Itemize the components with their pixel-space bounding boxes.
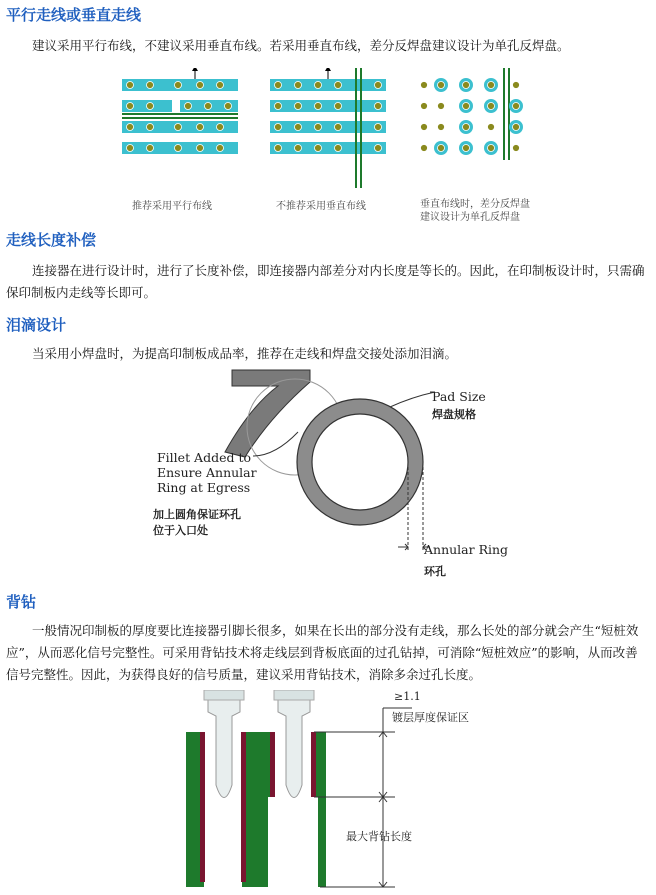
panel-parallel	[122, 68, 238, 154]
panel-vertical	[270, 68, 386, 188]
caption-parallel: 推荐采用平行布线	[132, 201, 212, 212]
heading-parallel-routing: 平行走线或垂直走线	[6, 6, 142, 24]
label-ge: ≥1.1	[394, 690, 421, 703]
label-pad-size-cn: 焊盘规格	[432, 408, 476, 421]
label-max-backdrill: 最大背钻长度	[346, 830, 412, 843]
panel-single-antipad	[421, 68, 524, 160]
paragraph-teardrop: 当采用小焊盘时，为提高印制板成品率，推荐在走线和焊盘交接处添加泪滴。	[32, 346, 458, 361]
label-fillet-en-3: Ring at Egress	[157, 480, 251, 495]
label-fillet-cn-2: 位于入口处	[153, 524, 208, 537]
label-fillet-en-2: Ensure Annular	[157, 465, 257, 480]
paragraph-parallel-routing: 建议采用平行布线，不建议采用垂直布线。若采用垂直布线，差分反焊盘建议设计为单孔反焊盘。	[32, 38, 570, 53]
label-pad-size-en: Pad Size	[432, 389, 486, 404]
label-fillet-en-1: Fillet Added to	[157, 450, 252, 465]
heading-backdrill: 背钻	[6, 593, 37, 611]
heading-teardrop: 泪滴设计	[6, 316, 67, 334]
paragraph-backdrill: 一般情况印制板的厚度要比连接器引脚长很多，如果在长出的部分没有走线，那么长处的部分就会产生“短桩效应”，从而恶化信号完整性。可采用背钻技术将走线层到背板底面的过孔钻掉，可消除“短桩效应”的影响，从而改善信号完整性。因此，为获得良好的信号质量，建议采用背钻技术，消除多余过孔长度。	[6, 623, 639, 682]
paragraph-length-compensation: 连接器在进行设计时，进行了长度补偿，即连接器内部差分对内长度是等长的。因此，在印制板设计时，只需确保印制板内走线等长即可。	[6, 263, 645, 300]
caption-antipad-1: 垂直布线时，差分反焊盘	[420, 199, 530, 210]
routing-diagram	[120, 68, 540, 208]
heading-length-compensation: 走线长度补偿	[6, 231, 97, 249]
label-annular-cn: 环孔	[424, 565, 446, 578]
label-plating-zone: 镀层厚度保证区	[392, 711, 469, 724]
caption-antipad-2: 建议设计为单孔反焊盘	[420, 212, 520, 223]
label-annular-en: Annular Ring	[424, 542, 509, 557]
caption-vertical: 不推荐采用垂直布线	[276, 201, 366, 212]
label-fillet-cn-1: 加上圆角保证环孔	[153, 508, 241, 521]
